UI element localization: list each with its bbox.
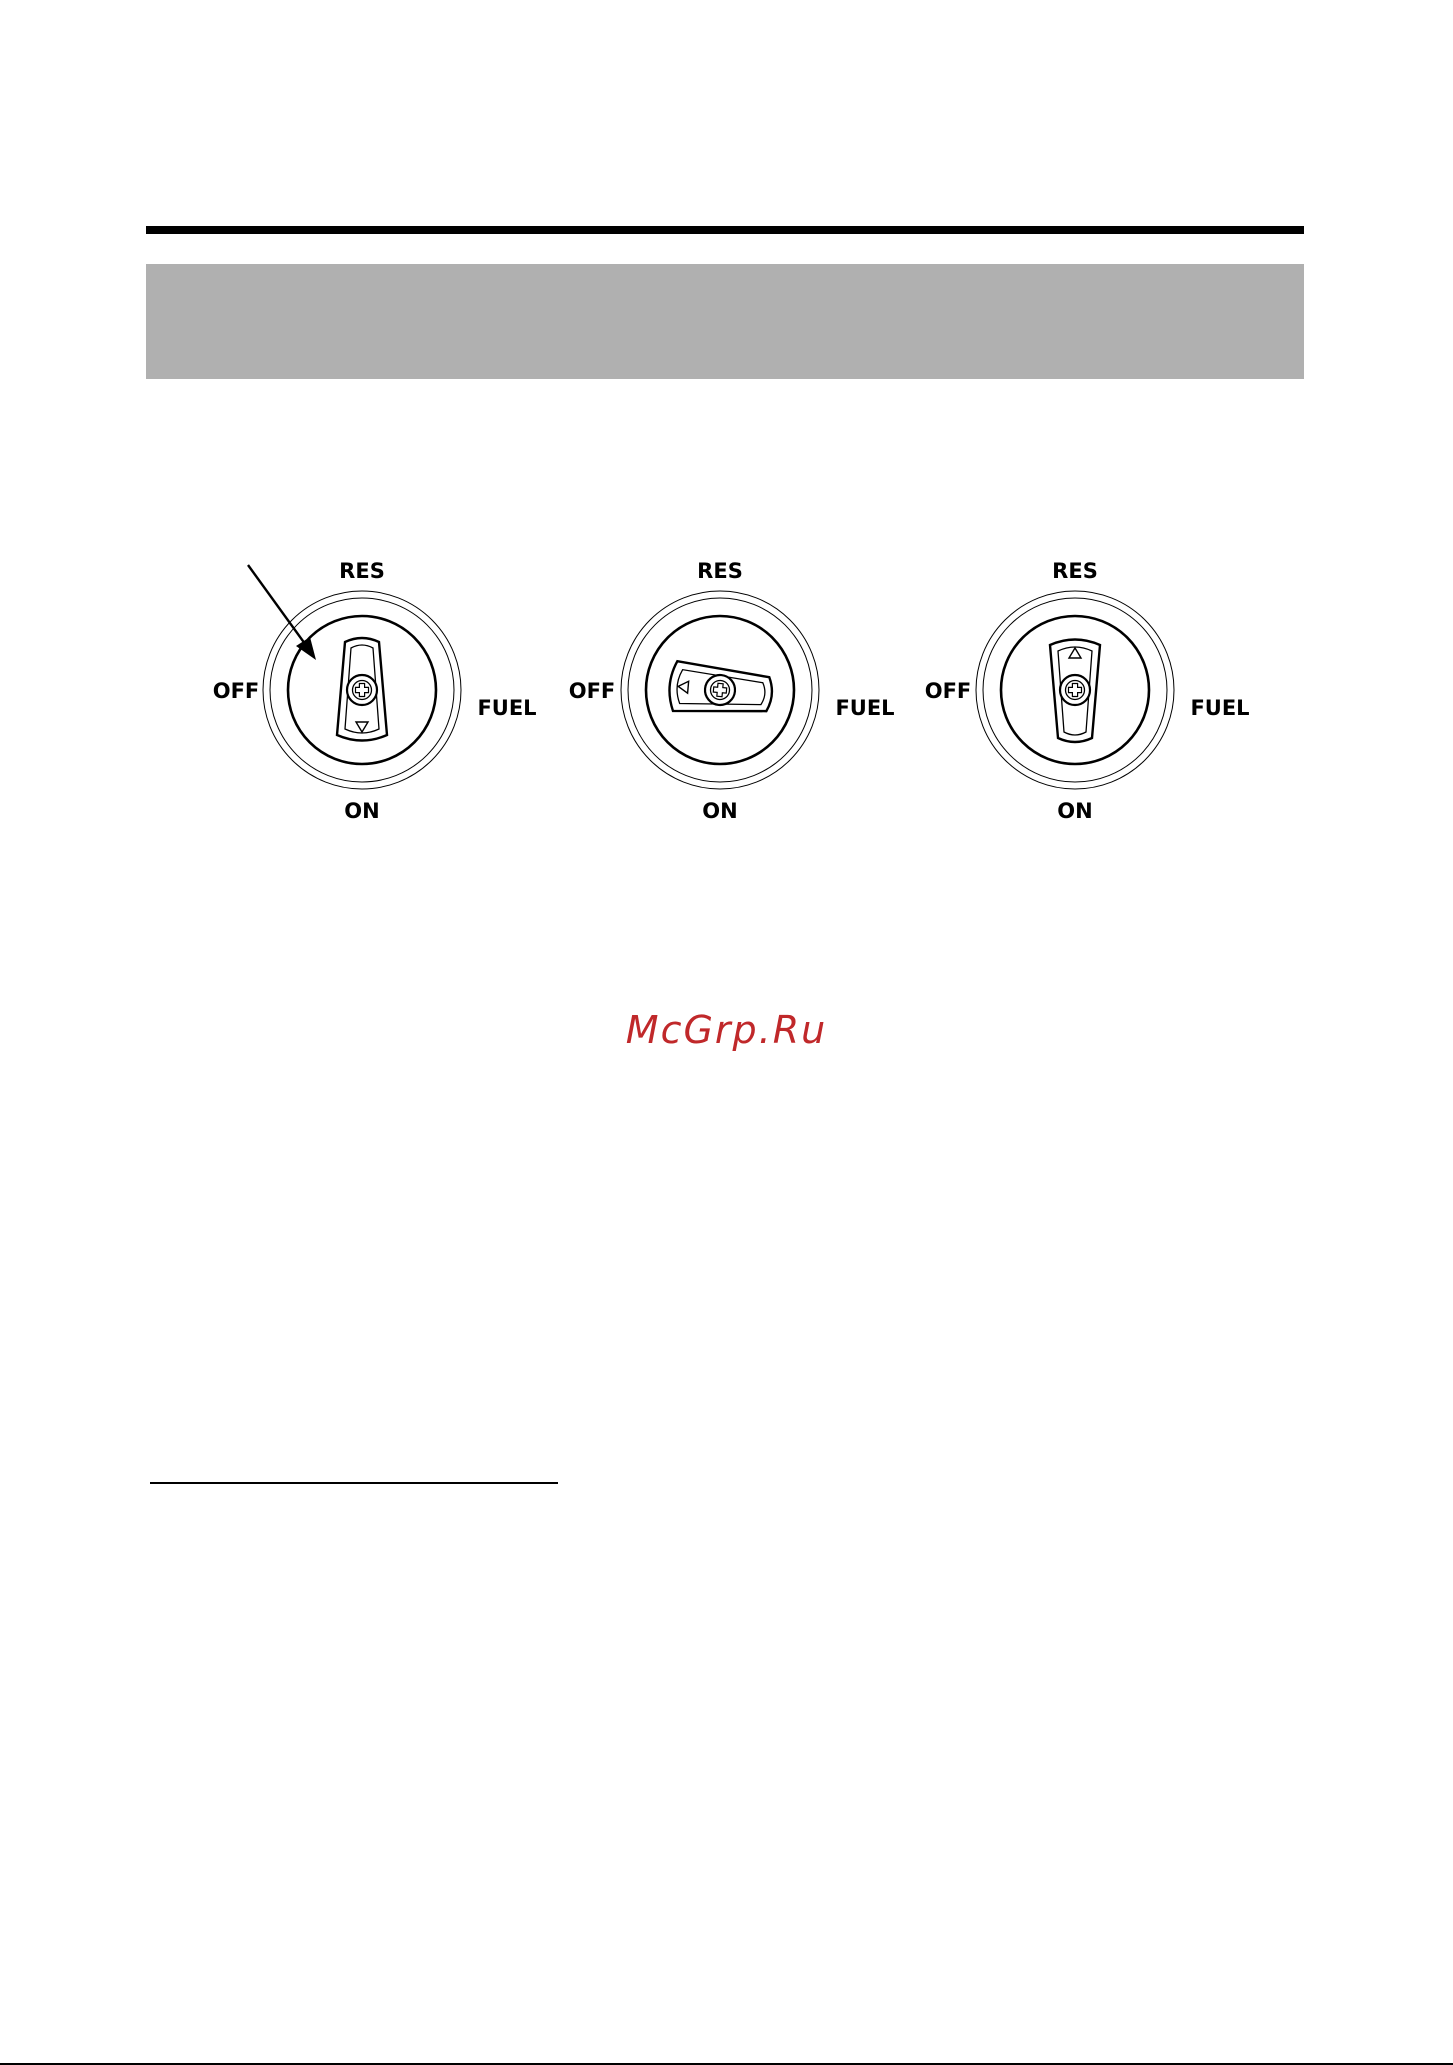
fuel-valve-dial-on — [213, 559, 537, 823]
label-on: ON — [1057, 799, 1093, 823]
watermark-text[interactable]: McGrp.Ru — [625, 1008, 828, 1052]
label-off: OFF — [924, 679, 972, 703]
pointer-arrow-line — [248, 565, 308, 648]
fuel-valve-dial-off — [569, 559, 895, 823]
label-fuel: FUEL — [477, 696, 537, 720]
label-on: ON — [702, 799, 738, 823]
fuel-valve-dial-res — [925, 559, 1250, 823]
footnote-rule — [150, 1482, 558, 1484]
label-fuel: FUEL — [835, 696, 895, 720]
label-off: OFF — [568, 679, 616, 703]
label-res: RES — [697, 559, 743, 583]
label-res: RES — [1052, 559, 1098, 583]
fuel-valve-figure — [0, 0, 1453, 900]
label-off: OFF — [212, 679, 260, 703]
label-on: ON — [344, 799, 380, 823]
label-fuel: FUEL — [1190, 696, 1250, 720]
label-res: RES — [339, 559, 385, 583]
